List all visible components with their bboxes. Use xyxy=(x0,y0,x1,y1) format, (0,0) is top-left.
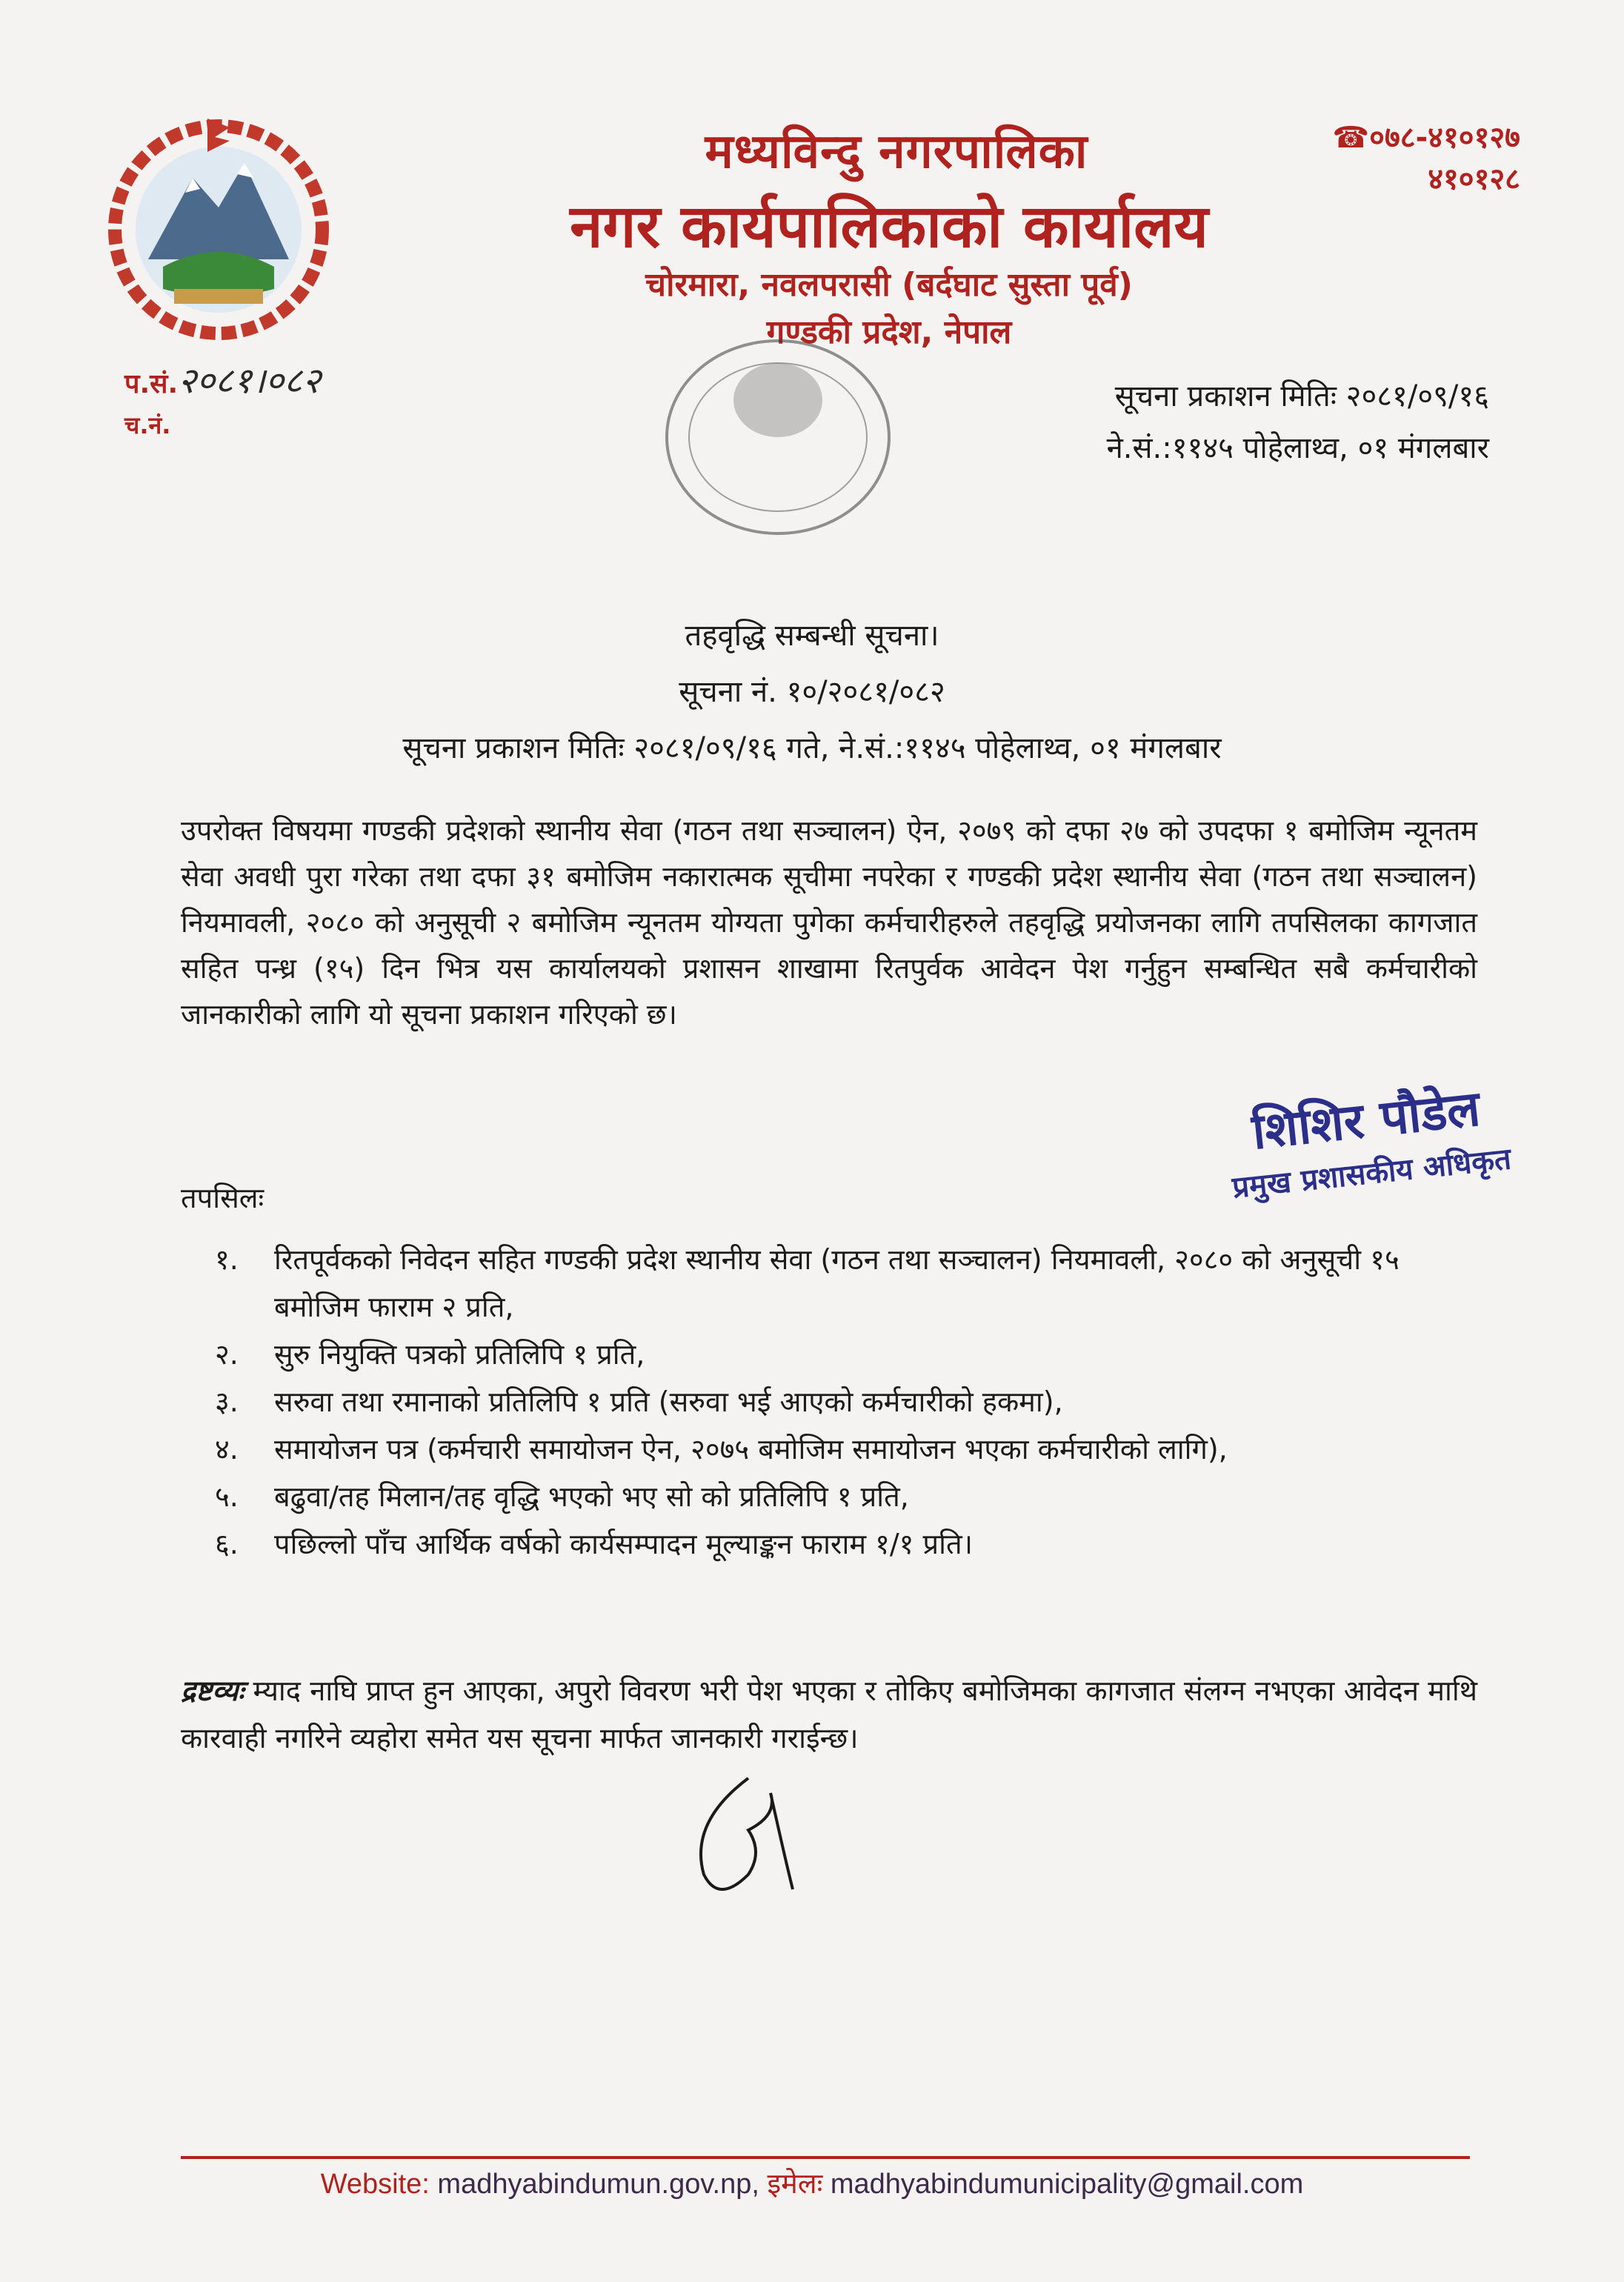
municipality-name: मध्यविन्दु नगरपालिका xyxy=(705,124,1088,179)
notice-number: सूचना नं. १०/२०८१/०८२ xyxy=(679,675,945,709)
dispatch-number-label: च.नं. xyxy=(124,411,171,439)
nepal-sambat-date: ने.सं.:११४५ पोहेलाथ्व, ०१ मंगलबार xyxy=(1106,431,1489,465)
list-item-number: ६. xyxy=(215,1528,239,1560)
nepal-emblem-logo xyxy=(96,111,341,341)
province-country: गण्डकी प्रदेश, नेपाल xyxy=(766,313,1012,351)
list-item-text: सरुवा तथा रमानाको प्रतिलिपि १ प्रति (सरुवा भई आएको कर्मचारीको हकमा), xyxy=(274,1386,1063,1418)
note-paragraph xyxy=(181,1667,1477,1762)
requirements-list xyxy=(215,1236,1489,1568)
notice-title-block xyxy=(0,608,1624,776)
phone-numbers xyxy=(1332,117,1520,200)
list-item-text: बढुवा/तह मिलान/तह वृद्धि भएको भए सो को प्रतिलिपि १ प्रति, xyxy=(274,1480,909,1513)
notice-body-paragraph: उपरोक्त विषयमा गण्डकी प्रदेशको स्थानीय सेवा (गठन तथा सञ्चालन) ऐन, २०७९ को दफा २७ को उपदफा १ बमोजिम न्यूनतम सेवा अवधी पुरा गरेका तथा दफा ३१ बमोजिम नकारात्मक सूचीमा नपरेका र गण्डकी प्रदेश स्थानीय सेवा (गठन तथा सञ्चालन) नियमावली, २०८० को अनुसूची २ बमोजिम न्यूनतम योग्यता पुगेका कर्मचारीहरुले तहवृद्धि प्रयोजनका लागि तपसिलका कागजात सहित पन्ध्र (१५) दिन भित्र यस कार्यालयको प्रशासन शाखामा रितपुर्वक आवेदन पेश गर्नुहुन सम्बन्धित सबै कर्मचारीको जानकारीको लागि यो सूचना प्रकाशन गरिएको छ। xyxy=(181,814,1477,1031)
office-name: नगर कार्यपालिकाको कार्यालय xyxy=(570,192,1208,261)
publication-info xyxy=(941,370,1489,474)
list-item-number: १. xyxy=(215,1243,239,1276)
list-item-text: समायोजन पत्र (कर्मचारी समायोजन ऐन, २०७५ बमोजिम समायोजन भएका कर्मचारीको लागि), xyxy=(274,1433,1228,1466)
details-label: तपसिलः xyxy=(181,1182,264,1214)
list-item xyxy=(215,1473,1489,1520)
list-item-number: ३. xyxy=(215,1386,239,1418)
phone-primary: ☎०७८-४१०१२७ xyxy=(1332,121,1520,155)
list-item xyxy=(215,1520,1489,1568)
list-item-text: पछिल्लो पाँच आर्थिक वर्षको कार्यसम्पादन मूल्याङ्कन फाराम १/१ प्रति। xyxy=(274,1528,974,1560)
office-round-stamp xyxy=(630,311,926,548)
signatory-name: शिशिर पौडेल xyxy=(1249,1080,1483,1161)
list-item-text: सुरु नियुक्ति पत्रको प्रतिलिपि १ प्रति, xyxy=(274,1338,645,1371)
handwritten-signature xyxy=(659,1763,837,1912)
reference-number xyxy=(124,356,321,404)
phone-secondary: ४१०१२८ xyxy=(1428,162,1520,196)
signatory-title: प्रमुख प्रशासकीय अधिकृत xyxy=(1231,1142,1513,1205)
note-label: द्रष्टव्यः xyxy=(181,1674,244,1707)
list-item-number: ५. xyxy=(215,1480,239,1513)
footer-divider xyxy=(181,2156,1470,2159)
list-item xyxy=(215,1331,1489,1378)
note-text: म्याद नाघि प्राप्त हुन आएका, अपुरो विवरण भरी पेश भएका र तोकिए बमोजिमका कागजात संलग्न नभएका आवेदन माथि कारवाही नगरिने व्यहोरा समेत यस सूचना मार्फत जानकारी गराईन्छ। xyxy=(181,1674,1477,1754)
email-label: इमेलः xyxy=(767,2169,823,2200)
list-item xyxy=(215,1236,1489,1331)
list-item-number: २. xyxy=(215,1338,239,1371)
list-item xyxy=(215,1378,1489,1426)
footer-contact xyxy=(0,2163,1624,2202)
list-item xyxy=(215,1426,1489,1473)
website-label: Website: xyxy=(320,2169,430,2200)
office-address: चोरमारा, नवलपरासी (बर्दघाट सुस्ता पूर्व) xyxy=(645,266,1133,304)
notice-date: सूचना प्रकाशन मितिः २०८१/०९/१६ गते, ने.सं.:११४५ पोहेलाथ्व, ०१ मंगलबार xyxy=(402,731,1222,765)
reference-value: २०८१।०८२ xyxy=(178,360,322,402)
list-item-number: ४. xyxy=(215,1433,239,1466)
list-item-text: रितपूर्वकको निवेदन सहित गण्डकी प्रदेश स्थानीय सेवा (गठन तथा सञ्चालन) नियमावली, २०८० को अनुसूची १५ बमोजिम फाराम २ प्रति, xyxy=(274,1243,1400,1323)
notice-title: तहवृद्धि सम्बन्धी सूचना। xyxy=(685,619,939,653)
publication-date: सूचना प्रकाशन मितिः २०८१/०९/१६ xyxy=(1114,379,1489,413)
email-link[interactable]: madhyabindumunicipality@gmail.com xyxy=(830,2169,1304,2200)
website-link[interactable]: madhyabindumun.gov.np, xyxy=(437,2169,759,2200)
reference-label: प.सं. xyxy=(124,369,179,399)
signatory-stamp xyxy=(1208,1074,1534,1254)
